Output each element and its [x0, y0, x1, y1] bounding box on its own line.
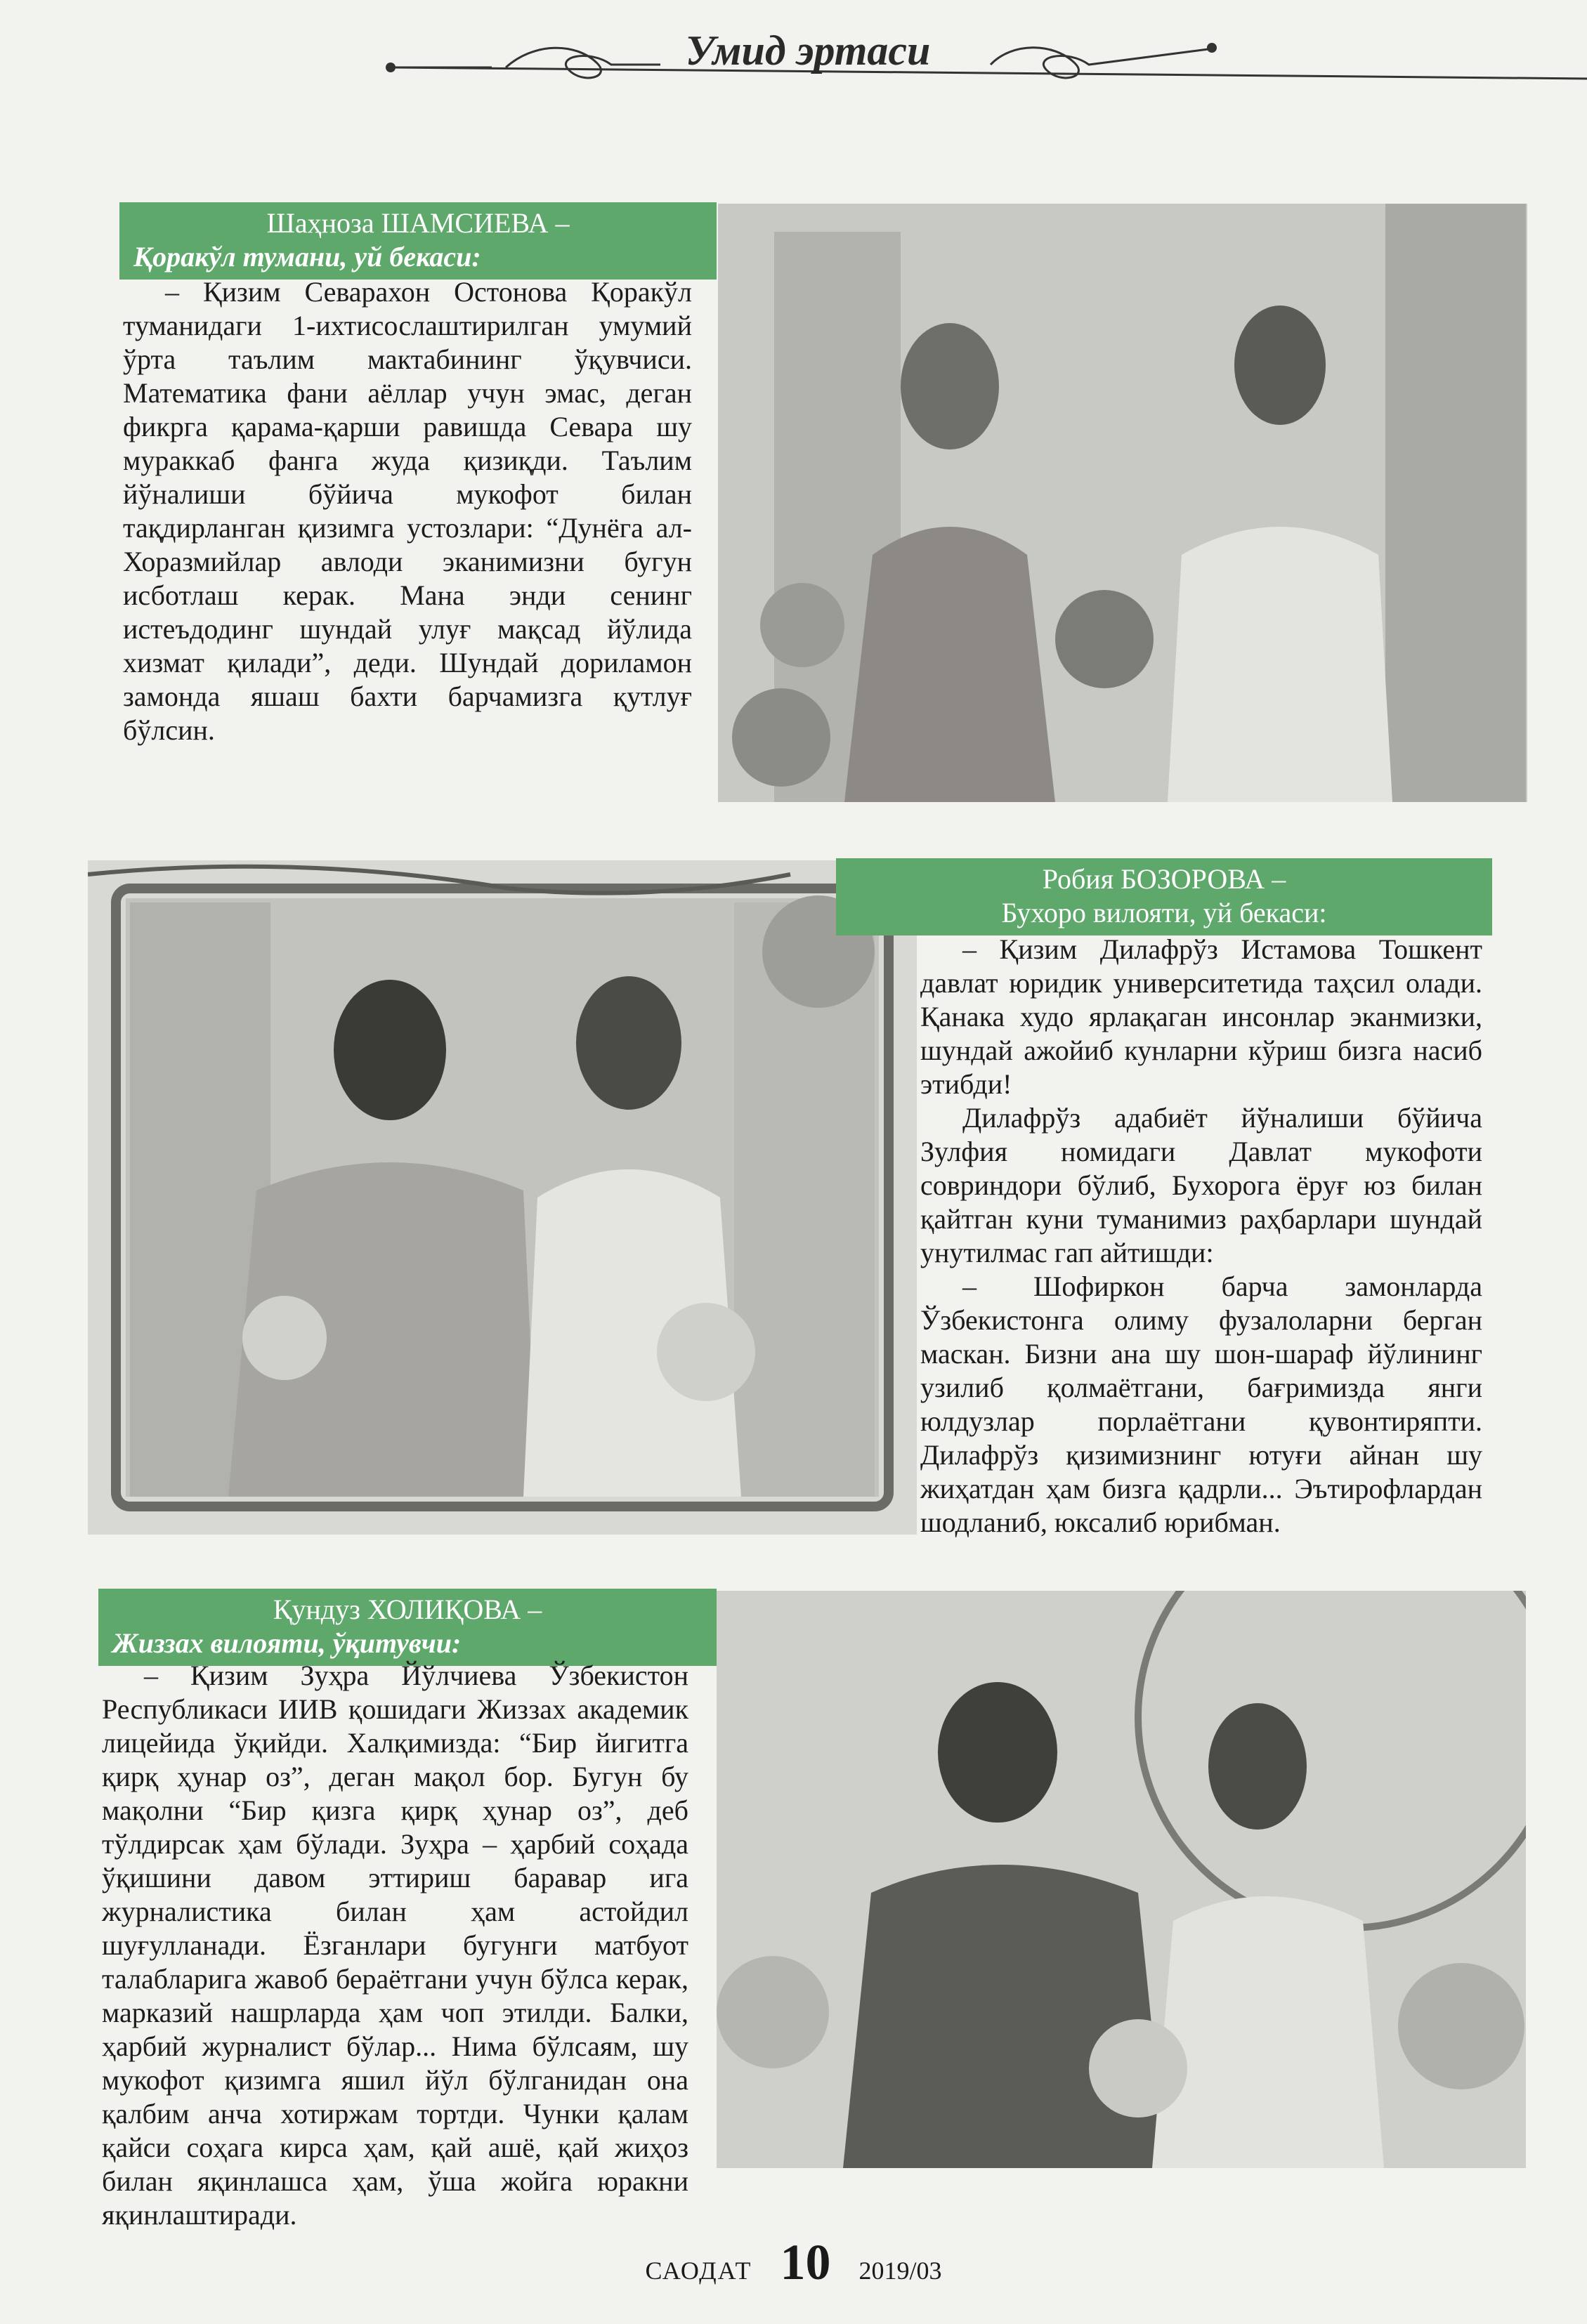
paragraph: – Қизим Севарахон Остонова Қоракўл туманидаги 1-ихтисослаштирилган умумий ўрта таълим мактабининг ўқувчиси. Математика фани аёллар учун эмас, деган фикрга қарама-қарши равишда Севара шу мураккаб фанга жуда қизиқди. Таълим йўналиши бўйича мукофот билан тақдирланган қизимга устозлари: “Дунёга ал-Хоразмийлар авлоди эканимизни бугун исботлаш керак. Мана энди сенинг истеъдодинг шундай улуғ мақсад йўлида хизмат қилади”, деди. Шундай дориламон замонда яшаш бахти барчамизга қутлуғ бўлсин.: [123, 276, 692, 746]
author-name-1: Шаҳноза ШАМСИЕВА –: [266, 207, 570, 239]
paragraph: – Шофиркон барча замонларда Ўзбекистонга олиму фузалоларни берган маскан. Бизни ана шу шон-шараф йўлининг узилиб қолмаётгани, бағримизда янги юлдузлар порлаётгани қувонтиряпти. Дилафрўз қизимизнинг ютуғи айнан шу жиҳатдан ҳам бизга қадрли... Эътирофлардан шодланиб, юксалиб юрибман.: [920, 1271, 1482, 1538]
paragraph: – Қизим Дилафрўз Истамова Тошкент давлат юридик университетида таҳсил олади. Қанака худо ярлақаган инсонлар эканмизки, шундай ажойиб кунларни кўриш бизга насиб этибди!: [920, 933, 1482, 1100]
section-title: Умид эртаси: [685, 27, 931, 74]
author-role-2: Бухоро вилояти, уй бекаси:: [1001, 897, 1327, 928]
page-header: [0, 0, 1587, 98]
magazine-name: САОДАТ: [645, 2257, 752, 2285]
article-text-1: [123, 275, 692, 746]
name-banner-1: [119, 202, 717, 280]
article-text-3: [102, 1659, 688, 2231]
page-footer: [0, 2233, 1587, 2290]
paragraph: – Қизим Зуҳра Йўлчиева Ўзбекистон Республикаси ИИВ қошидаги Жиззах академик лицейида ўқийди. Халқимизда: “Бир йигитга қирқ ҳунар оз”, деган мақол бор. Бугун бу мақолни “Бир қизга қирқ ҳунар оз”, деб тўлдирсак ҳам бўлади. Зуҳра – ҳарбий соҳада ўқишини давом эттириш баравар ига журналистика билан ҳам астойдил шуғулланади. Ёзганлари бугунги матбуот талабларига жавоб бераётгани учун бўлса керак, марказий нашрларда ҳам чоп этилди. Балки, ҳарбий журналист бўлар... Нима бўлсаям, шу мукофот қизимга яшил йўл бўлганидан она қалбим анча хотиржам тортди. Чунки қалам қайси соҳага кирса ҳам, қай ашё, қай жиҳоз билан яқинлашса ҳам, ўша жойга юракни яқинлаштиради.: [102, 1660, 688, 2231]
article-text-2: [920, 933, 1482, 1538]
author-role-3: Жиззах вилояти, ўқитувчи:: [112, 1627, 462, 1659]
author-name-2: Робия БОЗОРОВА –: [1042, 863, 1286, 895]
photo-3: [717, 1591, 1526, 2168]
author-role-1: Қоракўл тумани, уй бекаси:: [133, 241, 481, 273]
name-banner-3: [98, 1589, 717, 1666]
photo-1: [718, 204, 1527, 802]
issue-number: 2019/03: [858, 2257, 942, 2285]
name-banner-2: [836, 858, 1492, 935]
author-name-3: Қундуз ХОЛИҚОВА –: [273, 1594, 542, 1625]
paragraph: Дилафрўз адабиёт йўналиши бўйича Зулфия номидаги Давлат мукофоти совриндори бўлиб, Бухорога ёруғ юз билан қайтган куни туманимиз раҳбарлари шундай унутилмас гап айтишди:: [920, 1102, 1482, 1268]
page-number: 10: [780, 2234, 831, 2290]
photo-2: [88, 860, 917, 1535]
